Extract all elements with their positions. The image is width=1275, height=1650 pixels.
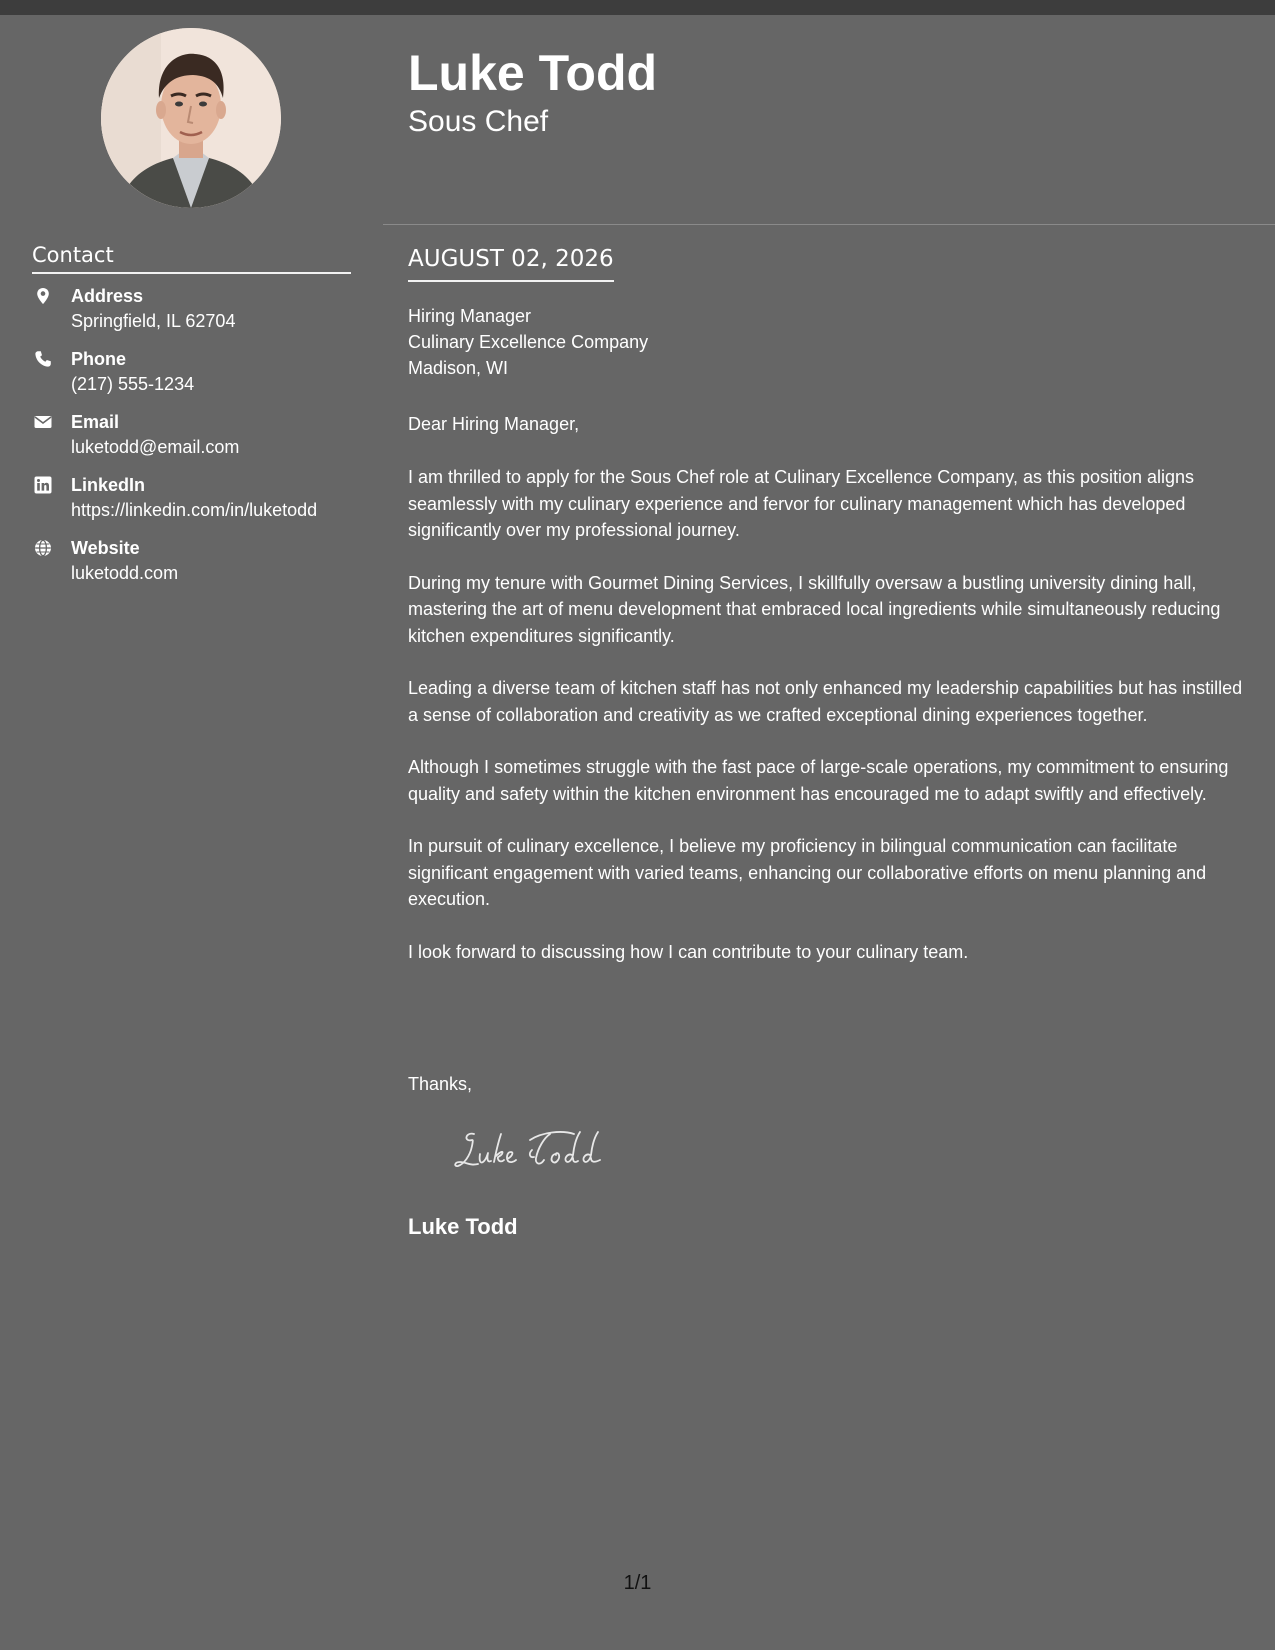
email-label: Email [71,412,120,432]
profile-photo [101,28,281,208]
phone-icon [34,350,52,368]
website-label: Website [71,538,140,558]
contact-item-linkedin [32,474,362,537]
linkedin-value[interactable]: https://linkedin.com/in/luketodd [71,500,318,520]
closing: Thanks, [408,1074,473,1094]
body-paragraph: I am thrilled to apply for the Sous Chef role at Culinary Excellence Company, as this position aligns seamlessly with my culinary experience and fervor for culinary management which has developed significantly over my professional journey. [408,467,1195,540]
website-value[interactable]: luketodd.com [71,563,179,583]
top-bar [0,0,1275,15]
signature-image [452,1124,632,1176]
body-paragraph: Although I sometimes struggle with the fast pace of large-scale operations, my commitment to ensuring quality and safety within the kitchen environment has encouraged me to adapt swiftly and effectively. [408,757,1229,804]
recipient-line: Culinary Excellence Company [408,332,649,352]
recipient-block [408,303,1248,381]
applicant-title: Sous Chef [408,105,549,138]
recipient-line: Madison, WI [408,358,509,378]
page-number: 1/1 [623,1572,652,1594]
contact-item-address [32,285,362,348]
letter-body [408,464,1250,991]
header-divider [383,224,1275,225]
phone-label: Phone [71,349,127,369]
salutation: Dear Hiring Manager, [408,414,580,434]
body-paragraph: Leading a diverse team of kitchen staff has not only enhanced my leadership capabilities but has instilled a sense of collaboration and creativity as we crafted exceptional dining experiences together. [408,678,1243,725]
recipient-line: Hiring Manager [408,306,532,326]
globe-icon [34,539,52,557]
body-paragraph: In pursuit of culinary excellence, I believe my proficiency in bilingual communication can facilitate significant engagement with varied teams, enhancing our collaborative efforts on menu planning and execution. [408,836,1207,909]
contact-heading: Contact [32,242,351,274]
contact-item-phone [32,348,362,411]
profile-photo-illustration [101,28,281,208]
contact-item-website [32,537,362,600]
letter-date: AUGUST 02, 2026 [408,244,614,282]
linkedin-icon [34,476,52,494]
phone-value: (217) 555-1234 [71,374,195,394]
address-label: Address [71,286,144,306]
applicant-name: Luke Todd [408,45,658,101]
contact-item-email [32,411,362,474]
contact-list [32,285,362,600]
envelope-icon [34,413,52,431]
body-paragraph: During my tenure with Gourmet Dining Services, I skillfully oversaw a bustling university dining hall, mastering the art of menu development that embraced local ingredients while simultaneously reducing kitchen expenditures significantly. [408,572,1221,646]
address-value: Springfield, IL 62704 [71,311,236,331]
linkedin-label: LinkedIn [71,475,146,495]
email-value[interactable]: luketodd@email.com [71,437,240,457]
map-pin-icon [34,287,52,305]
signer-name: Luke Todd [408,1214,518,1239]
body-paragraph: I look forward to discussing how I can contribute to your culinary team. [408,941,969,962]
